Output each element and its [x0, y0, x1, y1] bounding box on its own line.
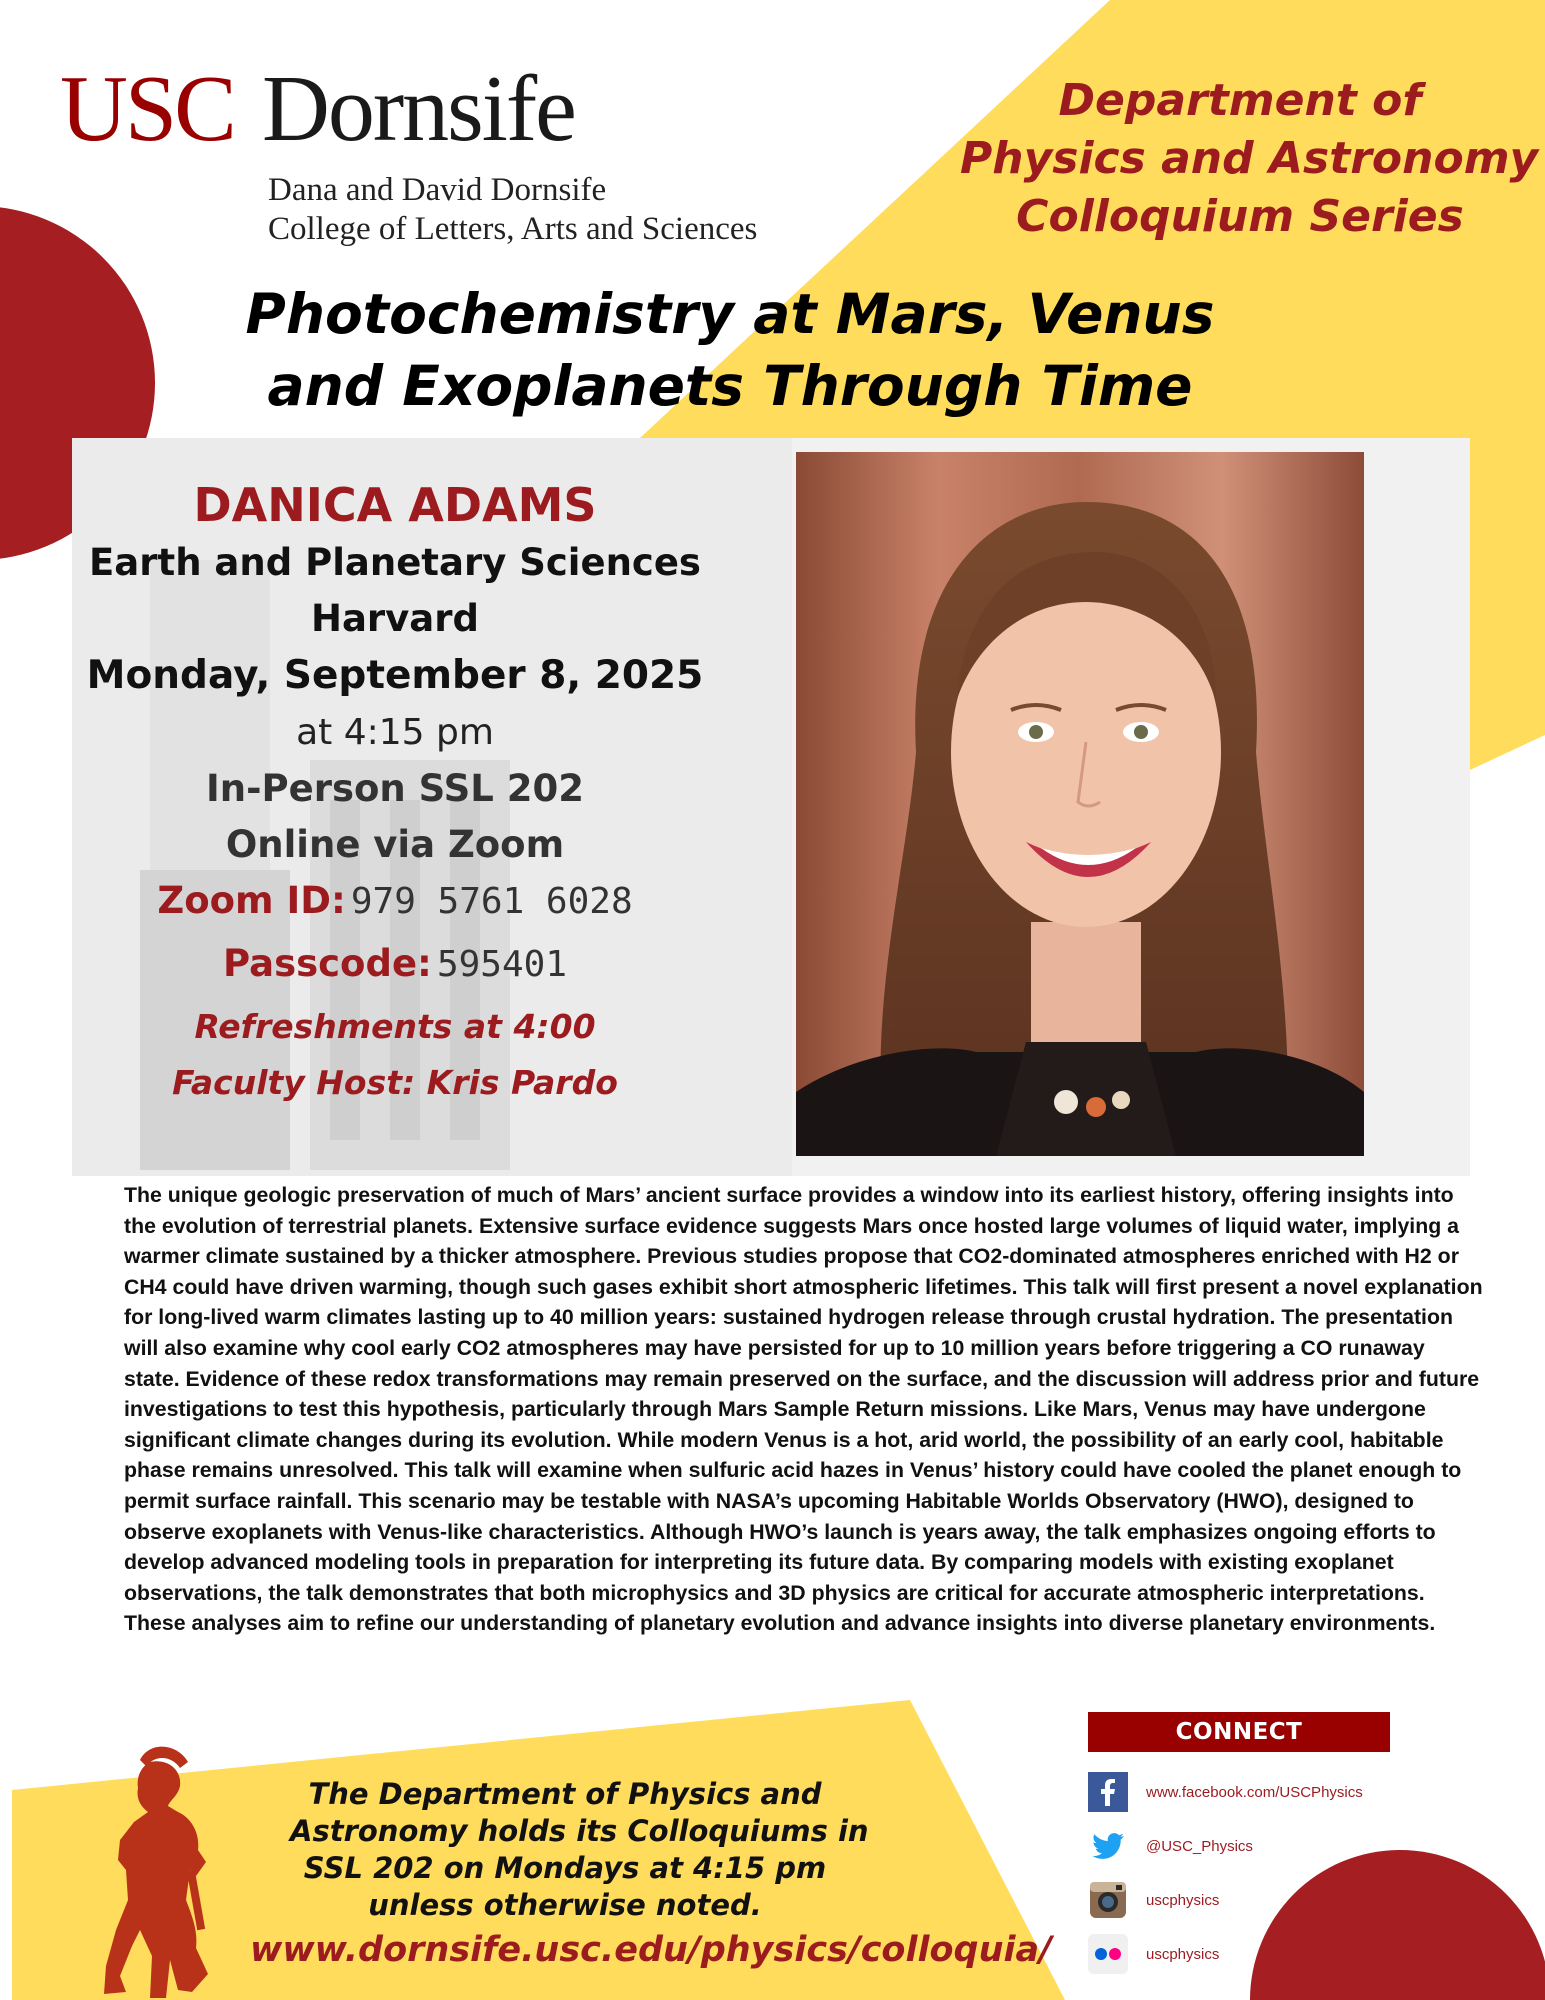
college-name-line2: College of Letters, Arts and Sciences [268, 211, 758, 247]
twitter-link-text: @USC_Physics [1146, 1837, 1253, 1855]
event-location: In-Person SSL 202 [206, 767, 584, 810]
footer-line3: SSL 202 on Mondays at 4:15 pm [303, 1851, 827, 1885]
faculty-host: Faculty Host: Kris Pardo [172, 1063, 618, 1102]
refreshments: Refreshments at 4:00 [194, 1007, 596, 1046]
speaker-department: Earth and Planetary Sciences [89, 541, 701, 584]
flickr-link[interactable] [1088, 1932, 1418, 1976]
instagram-link[interactable] [1088, 1878, 1418, 1922]
flickr-icon [1088, 1934, 1128, 1974]
department-line3: Colloquium Series [1016, 191, 1464, 242]
twitter-link[interactable] [1088, 1824, 1418, 1868]
department-header [960, 72, 1539, 246]
facebook-icon [1088, 1772, 1128, 1812]
connect-heading: CONNECT [1088, 1712, 1390, 1752]
colloquia-url-link[interactable]: www.dornsife.usc.edu/physics/colloquia/ [250, 1930, 1052, 1970]
passcode-label: Passcode: [222, 942, 432, 985]
zoom-id-row [70, 873, 720, 936]
zoom-id-value: 979 5761 6028 [350, 881, 633, 922]
instagram-icon [1088, 1880, 1128, 1920]
usc-logo-text: USC [60, 57, 234, 161]
flickr-link-text: uscphysics [1146, 1945, 1220, 1963]
speaker-name: DANICA ADAMS [193, 478, 597, 532]
facebook-link-text: www.facebook.com/USCPhysics [1146, 1783, 1363, 1801]
passcode-value: 595401 [436, 944, 567, 985]
footer-line4: unless otherwise noted. [368, 1888, 762, 1922]
event-time: at 4:15 pm [296, 712, 494, 753]
instagram-link-text: uscphysics [1146, 1891, 1220, 1909]
facebook-link[interactable] [1088, 1770, 1418, 1814]
event-info [70, 475, 720, 1111]
college-name-line1: Dana and David Dornsife [268, 172, 607, 208]
footer-note [290, 1776, 869, 1924]
footer-line1: The Department of Physics and [308, 1777, 822, 1811]
twitter-icon [1088, 1826, 1128, 1866]
talk-title [200, 278, 1260, 422]
speaker-institution: Harvard [311, 597, 479, 640]
event-date: Monday, September 8, 2025 [86, 653, 704, 698]
department-line2: Physics and Astronomy [960, 133, 1539, 184]
department-line1: Department of [1058, 75, 1422, 126]
talk-title-line1: Photochemistry at Mars, Venus [245, 282, 1215, 346]
red-circle-bottom [1250, 1850, 1545, 2000]
speaker-photo [796, 452, 1364, 1156]
event-online: Online via Zoom [225, 823, 565, 866]
footer-line2: Astronomy holds its Colloquiums in [290, 1814, 869, 1848]
passcode-row [70, 936, 720, 999]
zoom-id-label: Zoom ID: [157, 879, 346, 922]
talk-title-line2: and Exoplanets Through Time [267, 354, 1193, 418]
dornsife-logo-text: Dornsife [262, 57, 575, 161]
talk-abstract: The unique geologic preservation of much of Mars’ ancient surface provides a window into its earliest history, offering insights into the evolution of terrestrial planets. Extensive surface evidence suggests Mars once hosted large volumes of liquid water, implying a warmer climate sustained by a thicker atmosphere. Previous studies propose that CO2-dominated atmospheres enriched with H2 or CH4 could have driven warming, though such gases exhibit short atmospheric lifetimes. This talk will first present a novel explanation for long-lived warm climates lasting up to 40 million years: sustained hydrogen release through crustal hydration. The presentation will also examine why cool early CO2 atmospheres may have persisted for up to 10 million years before triggering a CO runaway state. Evidence of these redox transformations may remain preserved on the surface, and the discussion will address prior and future investigations to test this hypothesis, particularly through Mars Sample Return missions. Like Mars, Venus may have undergone significant climate changes during its evolution. While modern Venus is a hot, arid world, the possibility of an early cool, habitable phase remains unresolved. This talk will examine when sulfuric acid hazes in Venus’ history could have cooled the planet enough to permit surface rainfall. This scenario may be testable with NASA’s upcoming Habitable Worlds Observatory (HWO), designed to observe exoplanets with Venus-like characteristics. Although HWO’s launch is years away, the talk emphasizes ongoing efforts to develop advanced modeling tools in preparation for interpreting its future data. By comparing models with existing exoplanet observations, the talk demonstrates that both microphysics and 3D physics are critical for accurate atmospheric interpretations. These analyses aim to refine our understanding of planetary evolution and advance insights into diverse planetary environments. [124, 1183, 1483, 1636]
